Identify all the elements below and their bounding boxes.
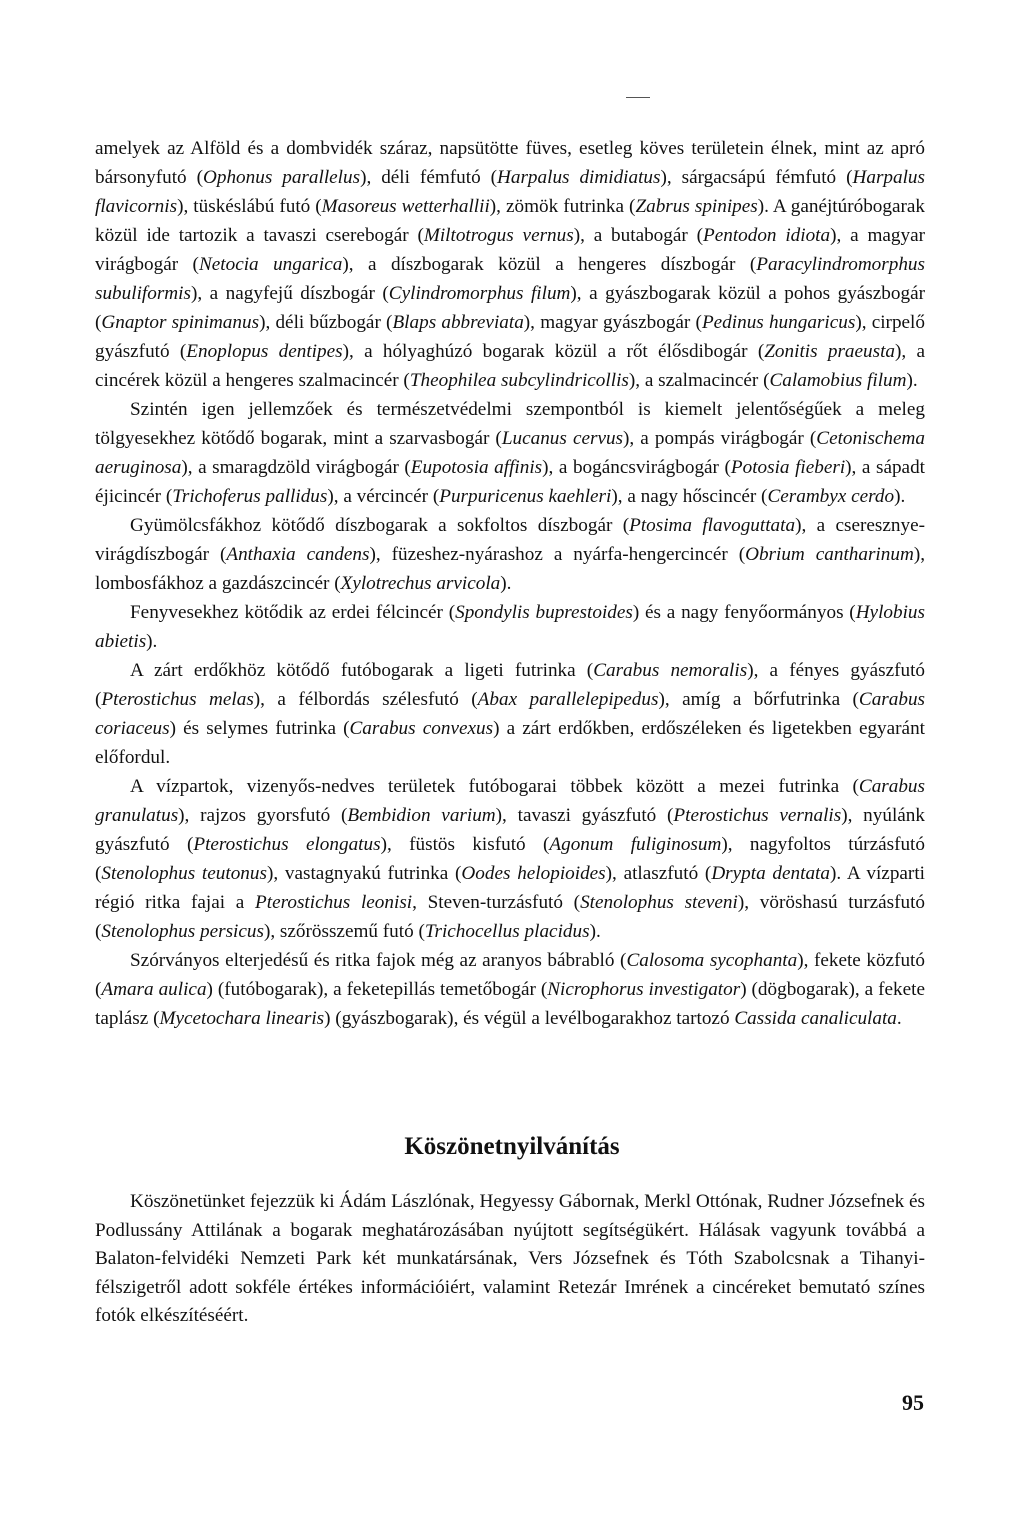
text-run: ), a cseresznye-virágdíszbogár ( bbox=[95, 515, 925, 565]
species-name: Carabus coriaceus bbox=[95, 689, 926, 739]
species-name: Xylotrechus arvicola bbox=[340, 573, 501, 594]
species-name: Pterostichus elongatus bbox=[193, 834, 381, 855]
species-name: Enoplopus dentipes bbox=[186, 341, 343, 362]
species-name: Purpuricenus kaehleri bbox=[439, 486, 612, 507]
body-paragraph bbox=[95, 511, 925, 598]
main-text bbox=[95, 134, 925, 1033]
species-name: Zabrus spinipes bbox=[635, 196, 758, 217]
species-name: Obrium cantharinum bbox=[745, 544, 914, 565]
text-run: A zárt erdőkhöz kötődő futóbogarak a ligeti futrinka ( bbox=[130, 660, 594, 681]
text-run: ), déli bűzbogár ( bbox=[259, 312, 393, 333]
species-name: Zonitis praeusta bbox=[764, 341, 896, 362]
species-name: Bembidion varium bbox=[347, 805, 496, 826]
species-name: Spondylis buprestoides bbox=[455, 602, 633, 623]
body-paragraph bbox=[95, 772, 925, 946]
species-name: Mycetochara linearis bbox=[159, 1008, 325, 1029]
section-heading: Köszönetnyilvánítás bbox=[404, 1133, 620, 1160]
body-paragraph bbox=[95, 946, 925, 1033]
body-paragraph bbox=[95, 395, 925, 511]
species-name: Paracylindromorphus subuliformis bbox=[95, 254, 925, 304]
species-name: Pterostichus leonisi bbox=[255, 892, 413, 913]
text-run: ), amíg a bőrfutrinka ( bbox=[658, 689, 859, 710]
species-name: Nicrophorus investigator bbox=[547, 979, 741, 1000]
body-paragraph bbox=[95, 134, 925, 395]
text-run: ) a zárt erdőkben, erdőszéleken és ligetekben egyaránt előfordul. bbox=[95, 718, 925, 768]
species-name: Cylindromorphus filum bbox=[388, 283, 571, 304]
text-run: , Steven-turzásfutó ( bbox=[412, 892, 581, 913]
species-name: Miltotrogus vernus bbox=[423, 225, 574, 246]
text-run: ), tüskéslábú futó ( bbox=[177, 196, 322, 217]
text-run: amelyek az Alföld és a dombvidék száraz, napsütötte füves, esetleg köves területein élnek, mint az apró bársonyfutó ( bbox=[95, 138, 925, 188]
text-run: . bbox=[896, 1008, 902, 1029]
species-name: Harpalus flavicornis bbox=[95, 167, 925, 217]
text-run: ), a butabogár ( bbox=[573, 225, 703, 246]
text-run: ) (futóbogarak), a feketepillás temetőbogár ( bbox=[206, 979, 548, 1000]
text-run: ), a gyászbogarak közül a pohos gyászbogár ( bbox=[95, 283, 925, 333]
text-run: Szintén igen jellemzőek és természetvédelmi szempontból is kiemelt jelentőségűek a meleg tölgyesekhez kötődő bogarak, mint a szarvasbogár ( bbox=[95, 399, 925, 449]
text-run: ), szőrösszemű futó ( bbox=[263, 921, 425, 942]
species-name: Stenolophus persicus bbox=[101, 921, 264, 942]
text-run: ), a vércincér ( bbox=[327, 486, 440, 507]
text-run: ). bbox=[500, 573, 512, 594]
text-run: Fenyvesekhez kötődik az erdei félcincér ( bbox=[130, 602, 456, 623]
text-run: ), füzeshez-nyárashoz a nyárfa-hengercincér ( bbox=[369, 544, 746, 565]
species-name: Cerambyx cerdo bbox=[767, 486, 895, 507]
text-run: ), atlaszfutó ( bbox=[605, 863, 712, 884]
text-run: ), a smaragdzöld virágbogár ( bbox=[181, 457, 411, 478]
text-run: ), a félbordás szélesfutó ( bbox=[253, 689, 478, 710]
species-name: Carabus granulatus bbox=[95, 776, 925, 826]
species-name: Calosoma sycophanta bbox=[626, 950, 798, 971]
species-name: Potosia fieberi bbox=[730, 457, 846, 478]
species-name: Pentodon idiota bbox=[702, 225, 831, 246]
text-run: ). bbox=[589, 921, 601, 942]
species-name: Lucanus cervus bbox=[501, 428, 624, 449]
species-name: Drypta dentata bbox=[711, 863, 830, 884]
species-name: Masoreus wetterhallii bbox=[321, 196, 490, 217]
text-run: ), a hólyaghúzó bogarak közül a rőt élősdibogár ( bbox=[342, 341, 765, 362]
text-run: ), tavaszi gyászfutó ( bbox=[495, 805, 674, 826]
header-rule bbox=[626, 97, 650, 98]
text-run: ), nyúlánk gyászfutó ( bbox=[95, 805, 925, 855]
text-run: ). A ganéjtúróbogarak közül ide tartozik a tavaszi cserebogár ( bbox=[95, 196, 925, 246]
acknowledgement-section bbox=[95, 1188, 925, 1331]
species-name: Amara aulica bbox=[101, 979, 207, 1000]
species-name: Agonum fuliginosum bbox=[549, 834, 722, 855]
text-run: ). bbox=[906, 370, 918, 391]
text-run: ), vastagnyakú futrinka ( bbox=[266, 863, 462, 884]
text-run: ) (dögbogarak), a fekete taplász ( bbox=[95, 979, 925, 1029]
species-name: Carabus convexus bbox=[349, 718, 494, 739]
text-run: ). A vízparti régió ritka fajai a bbox=[95, 863, 925, 913]
text-run: ), a sápadt éjicincér ( bbox=[95, 457, 925, 507]
species-name: Cassida canaliculata bbox=[734, 1008, 897, 1029]
text-run: ) és a nagy fenyőormányos ( bbox=[632, 602, 856, 623]
text-run: ). bbox=[146, 631, 158, 652]
species-name: Stenolophus steveni bbox=[580, 892, 738, 913]
text-run: ), zömök futrinka ( bbox=[489, 196, 636, 217]
text-run: ) (gyászbogarak), és végül a levélbogarakhoz tartozó bbox=[324, 1008, 735, 1029]
species-name: Ophonus parallelus bbox=[203, 167, 361, 188]
text-run: ). bbox=[894, 486, 906, 507]
species-name: Abax parallelepipedus bbox=[477, 689, 659, 710]
text-run: ), rajzos gyorsfutó ( bbox=[178, 805, 348, 826]
species-name: Gnaptor spinimanus bbox=[101, 312, 260, 333]
text-run: Szórványos elterjedésű és ritka fajok még az aranyos bábrabló ( bbox=[130, 950, 627, 971]
text-run: ), a magyar virágbogár ( bbox=[95, 225, 925, 275]
text-run: ) és selymes futrinka ( bbox=[169, 718, 350, 739]
page-number: 95 bbox=[902, 1390, 924, 1415]
text-run: ), a nagy hőscincér ( bbox=[611, 486, 768, 507]
species-name: Trichocellus placidus bbox=[424, 921, 590, 942]
body-paragraph bbox=[95, 656, 925, 772]
species-name: Pterostichus vernalis bbox=[673, 805, 842, 826]
species-name: Calamobius filum bbox=[769, 370, 907, 391]
species-name: Theophilea subcylindricollis bbox=[409, 370, 629, 391]
text-run: ), a díszbogarak közül a hengeres díszbogár ( bbox=[342, 254, 757, 275]
species-name: Blaps abbreviata bbox=[392, 312, 524, 333]
text-run: ), a bogáncsvirágbogár ( bbox=[542, 457, 731, 478]
species-name: Harpalus dimidiatus bbox=[497, 167, 661, 188]
text-run: ), a cincérek közül a hengeres szalmacincér ( bbox=[95, 341, 926, 391]
text-run: ), magyar gyászbogár ( bbox=[523, 312, 702, 333]
species-name: Cetonischema aeruginosa bbox=[95, 428, 925, 478]
text-run: ), a fényes gyászfutó ( bbox=[95, 660, 926, 710]
body-paragraph bbox=[95, 598, 925, 656]
text-run: ), cirpelő gyászfutó ( bbox=[95, 312, 925, 362]
text-run: ), fekete közfutó ( bbox=[95, 950, 925, 1000]
text-run: ), déli fémfutó ( bbox=[360, 167, 498, 188]
species-name: Pterostichus melas bbox=[101, 689, 254, 710]
text-run: ), lombosfákhoz a gazdászcincér ( bbox=[95, 544, 925, 594]
text-run: Gyümölcsfákhoz kötődő díszbogarak a sokfoltos díszbogár ( bbox=[130, 515, 630, 536]
species-name: Stenolophus teutonus bbox=[101, 863, 267, 884]
species-name: Ptosima flavoguttata bbox=[629, 515, 796, 536]
species-name: Trichoferus pallidus bbox=[172, 486, 328, 507]
species-name: Pedinus hungaricus bbox=[701, 312, 856, 333]
text-run: ), a nagyfejű díszbogár ( bbox=[190, 283, 389, 304]
species-name: Carabus nemoralis bbox=[593, 660, 748, 681]
species-name: Netocia ungarica bbox=[198, 254, 343, 275]
text-run: A vízpartok, vizenyős-nedves területek futóbogarai többek között a mezei futrinka ( bbox=[130, 776, 859, 797]
text-run: ), vöröshasú turzásfutó ( bbox=[95, 892, 926, 942]
species-name: Hylobius abietis bbox=[95, 602, 925, 652]
text-run: ), a szalmacincér ( bbox=[628, 370, 770, 391]
text-run: ), a pompás virágbogár ( bbox=[623, 428, 817, 449]
species-name: Oodes helopioides bbox=[461, 863, 606, 884]
acknowledgement-paragraph: Köszönetünket fejezzük ki Ádám Lászlónak, Hegyessy Gábornak, Merkl Ottónak, Rudner Józsefnek és Podlussány Attilának a bogarak meghatározásában nyújtott segítségükért. Hálásak vagyunk továbbá a Balaton-felvidéki Nemzeti Park két munkatársának, Vers Józsefnek és Tóth Szabolcsnak a Tihanyi-félszigetről adott sokféle értékes információiért, valamint Retezár Imrének a cincéreket bemutató színes fotók elkészítéséért. bbox=[95, 1191, 925, 1326]
text-run: ), nagyfoltos túrzásfutó ( bbox=[95, 834, 925, 884]
species-name: Eupotosia affinis bbox=[410, 457, 543, 478]
species-name: Anthaxia candens bbox=[226, 544, 370, 565]
text-run: ), sárgacsápú fémfutó ( bbox=[660, 167, 853, 188]
text-run: ), füstös kisfutó ( bbox=[380, 834, 550, 855]
